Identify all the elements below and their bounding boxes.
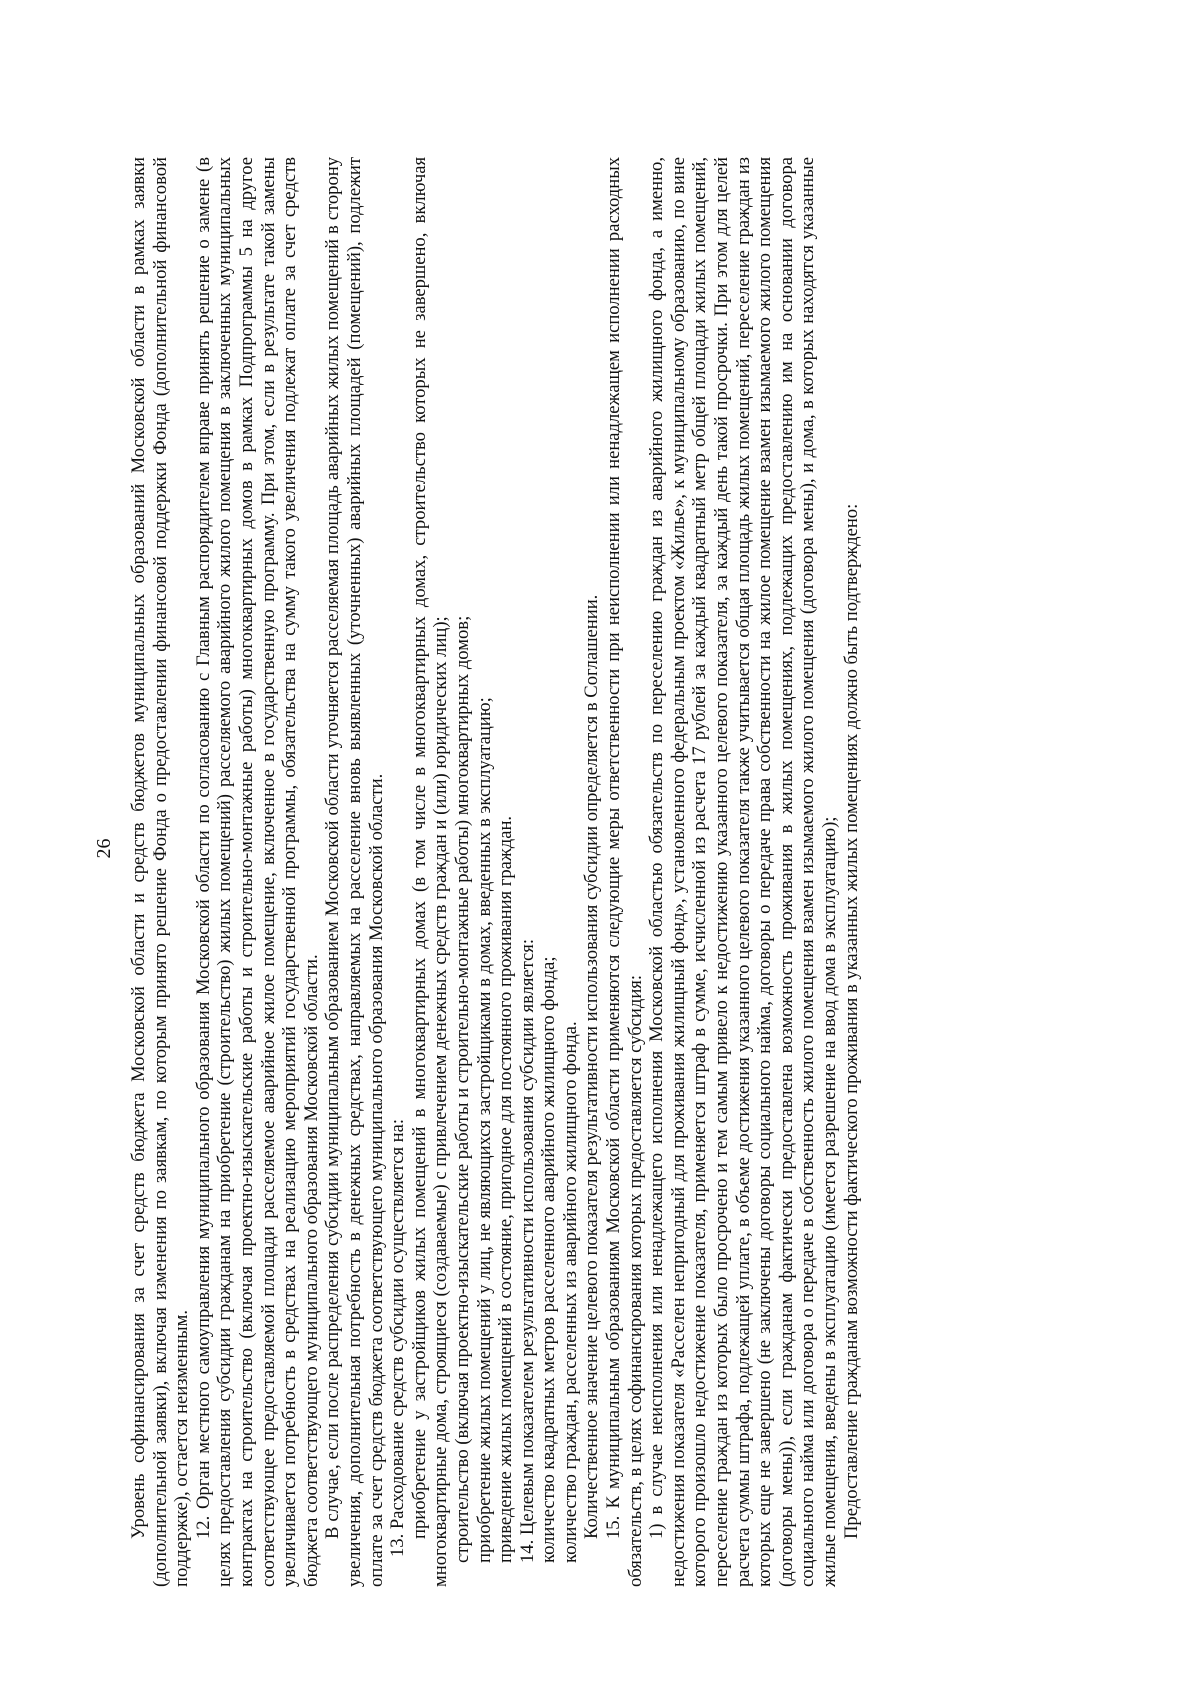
paragraph-area-increase: В случае, если после распределения субсидии муниципальным образованием Московской области уточняется расселяемая площадь аварийных жилых помещений в сторону увеличения, дополнительная потребность в денежных средствах, направляемых на расселение вновь выявленных (уточненных) аварийных площадей (помещений), подлежит оплате за счет средств бюджета соответствующего муниципального образования Московской области.	[322, 157, 387, 1587]
paragraph-12-replacement: 12. Орган местного самоуправления муниципального образования Московской области по согласованию с Главным распорядителем вправе принять решение о замене (в целях предоставления субсидии гражданам на приобретение (строительство) жилых помещений) расселяемого аварийного жилого помещения в заключенных муниципальных контрактах на строительство (включая проектно-изыскательские работы и строительно-монтажные работы) многоквартирных домов в рамках Подпрограммы 5 на другое соответствующее предоставляемой площади расселяемое аварийное жилое помещение, включенное в государственную программу. При этом, если в результате такой замены увеличивается потребность в средствах на реализацию мероприятий государственной программы, обязательства на сумму такого увеличения подлежат оплате за счет средств бюджета соответствующего муниципального образования Московской области.	[192, 157, 322, 1587]
paragraph-cofinancing-level: Уровень софинансирования за счет средств бюджета Московской области и средств бюджетов муниципальных образований Московской области в рамках заявки (дополнительной заявки), включая изменения по заявкам, по которым принято решение Фонда о предоставлении финансовой поддержки Фонда (дополнительной финансовой поддержке), остается неизменным.	[128, 157, 193, 1587]
paragraph-13-acquisition-developers: приобретение у застройщиков жилых помещений в многоквартирных домах (в том числе в многоквартирных домах, строительство которых не завершено, включая многоквартирные дома, строящиеся (создаваемые) с привлечением денежных средств граждан и (или) юридических лиц);	[408, 157, 452, 1587]
paragraph-14-square-meters: количество квадратных метров расселенного аварийного жилищного фонда;	[538, 956, 560, 1563]
document-body	[128, 157, 862, 1587]
paragraph-13-spending: 13. Расходование средств субсидии осуществляется на:	[387, 1118, 409, 1557]
paragraph-15-confirmation: Предоставление гражданам возможности фактического проживания в указанных жилых помещениях должно быть подтверждено:	[840, 503, 862, 1539]
paragraph-13-acquisition-others: приобретение жилых помещений у лиц, не являющихся застройщиками в домах, введенных в эксплуатацию;	[473, 697, 495, 1563]
paragraph-14-indicator: 14. Целевым показателем результативности использования субсидии является:	[516, 938, 538, 1563]
paragraph-14-citizens: количество граждан, расселенных из аварийного жилищного фонда.	[559, 1021, 581, 1563]
paragraph-15-1-penalty: 1) в случае неисполнения или ненадлежащего исполнения Московской областью обязательств по переселению граждан из аварийного жилищного фонда, а именно, недостижения показателя «Расселен непригодный для проживания жилищный фонд», установленного федеральным проектом «Жилье», к муниципальному образованию, по вине которого произошло недостижение показателя, применяется штраф в сумме, исчисленной из расчета 17 рублей за каждый квадратный метр общей площади жилых помещений, переселение граждан из которых было просрочено и тем самым привело к недостижению указанного целевого показателя, за каждый день такой просрочки. При этом для целей расчета суммы штрафа, подлежащей уплате, в объеме достижения указанного целевого показателя также учитывается общая площадь жилых помещений, переселение граждан из которых еще не завершено (не заключены договоры социального найма, договоры о передаче права собственности на жилое помещение взамен изымаемого жилого помещения (договоры мены)), если гражданам фактически предоставлена возможность проживания в жилых помещениях, подлежащих предоставлению им на основании договора социального найма или договора о передаче в собственность жилого помещения взамен изымаемого жилого помещения (договора мены), и дома, в которых находятся указанные жилые помещения, введены в эксплуатацию (имеется разрешение на ввод дома в эксплуатацию);	[646, 157, 840, 1587]
paragraph-13-repair: приведение жилых помещений в состояние, пригодное для постоянного проживания граждан.	[495, 815, 517, 1563]
page-number: 26	[93, 838, 115, 859]
paragraph-14-quantitative-value: Количественное значение целевого показателя результативности использования субсидии определяется в Соглашении.	[581, 594, 603, 1539]
paragraph-15-liability: 15. К муниципальным образованиям Московской области применяются следующие меры ответственности при неисполнении или ненадлежащем исполнении расходных обязательств, в целях софинансирования которых предоставляется субсидия:	[603, 157, 646, 1587]
paragraph-13-construction: строительство (включая проектно-изыскательские работы и строительно-монтажные работы) многоквартирных домов;	[451, 615, 473, 1563]
